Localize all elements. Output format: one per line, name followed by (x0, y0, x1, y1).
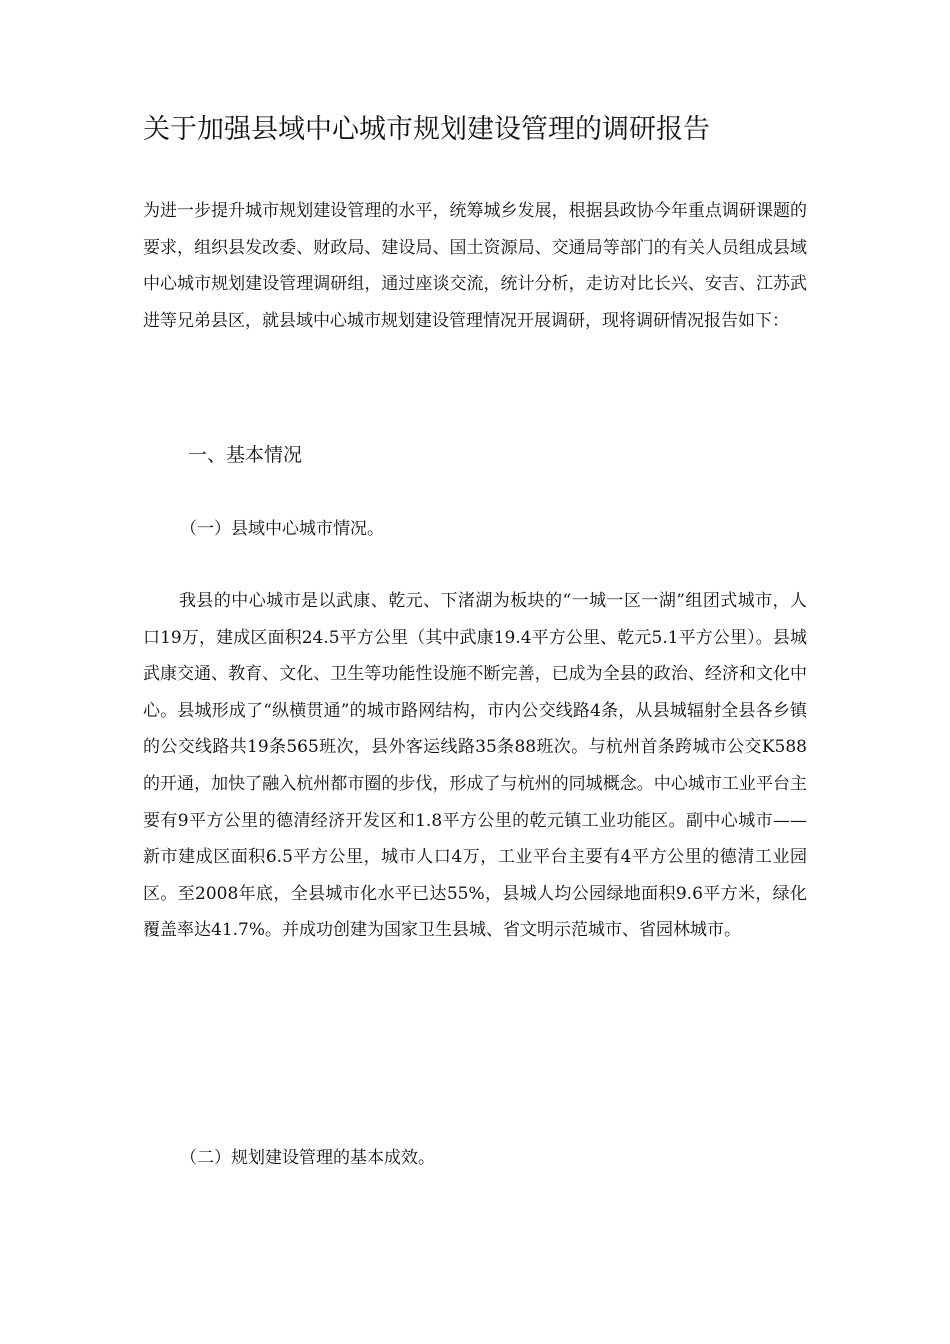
document-title: 关于加强县域中心城市规划建设管理的调研报告 (143, 114, 710, 145)
subsection-heading-county-city: （一）县域中心城市情况。 (180, 519, 384, 539)
subsection-heading-achievements: （二）规划建设管理的基本成效。 (180, 1148, 435, 1168)
county-city-paragraph: 我县的中心城市是以武康、乾元、下渚湖为板块的“一城一区一湖”组团式城市，人口19万，建成区面积24.5平方公里（其中武康19.4平方公里、乾元5.1平方公里）。县城武康交通、教育、文化、卫生等功能性设施不断完善，已成为全县的政治、经济和文化中心。县城形成了“纵横贯通”的城市路网结构，市内公交线路4条，从县城辐射全县各乡镇的公交线路共19条565班次，县外客运线路35条88班次。与杭州首条跨城市公交K588的开通，加快了融入杭州都市圈的步伐，形成了与杭州的同城概念。中心城市工业平台主要有9平方公里的德清经济开发区和1.8平方公里的乾元镇工业功能区。副中心城市——新市建成区面积6.5平方公里，城市人口4万，工业平台主要有4平方公里的德清工业园区。至2008年底，全县城市化水平已达55%，县城人均公园绿地面积9.6平方米，绿化覆盖率达41.7%。并成功创建为国家卫生县城、省文明示范城市、省园林城市。 (143, 591, 807, 941)
section-heading-basic-situation: 一、基本情况 (188, 444, 303, 466)
intro-paragraph: 为进一步提升城市规划建设管理的水平，统筹城乡发展，根据县政协今年重点调研课题的要求，组织县发改委、财政局、建设局、国土资源局、交通局等部门的有关人员组成县域中心城市规划建设管理调研组，通过座谈交流，统计分析，走访对比长兴、安吉、江苏武进等兄弟县区，就县域中心城市规划建设管理情况开展调研，现将调研情况报告如下： (143, 201, 807, 331)
